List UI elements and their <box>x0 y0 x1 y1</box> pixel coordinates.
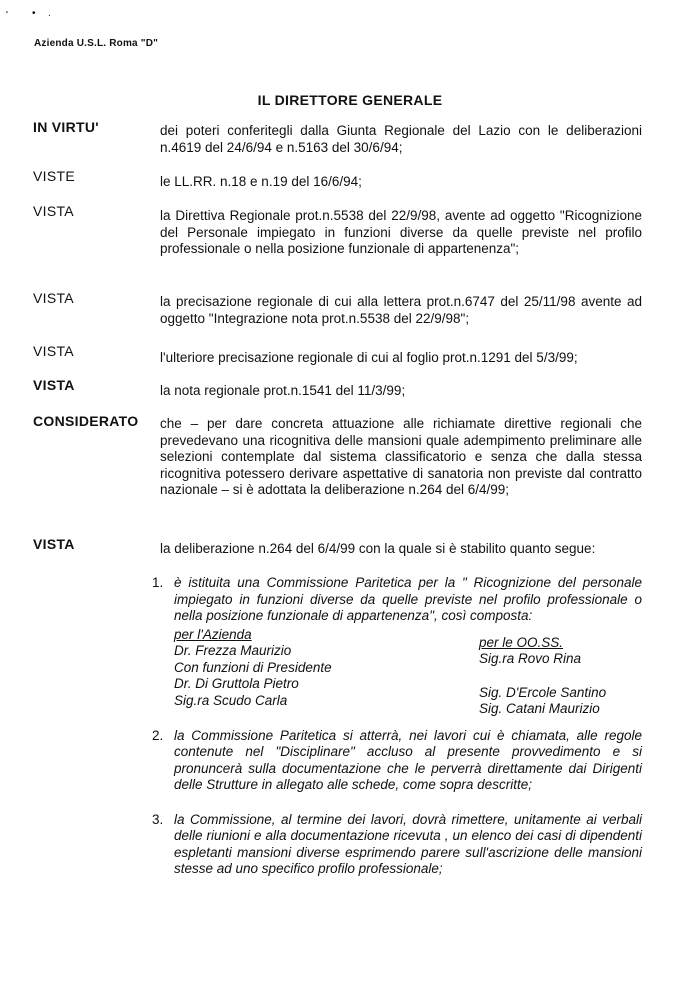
item-number: 1. <box>152 575 164 590</box>
section-label: VISTE <box>33 168 75 184</box>
member-name <box>479 668 606 685</box>
scan-mark: ' <box>6 10 8 21</box>
member-name: Dr. Di Gruttola Pietro <box>174 676 299 691</box>
section-text: le LL.RR. n.18 e n.19 del 16/6/94; <box>160 174 362 189</box>
list-item <box>152 812 642 878</box>
item-text: la Commissione Paritetica si atterrà, nei lavori cui è chiamata, alle regole contenute nel "Disciplinare" accluso al presente provvedimento e si pronuncerà sulla documentazione che le perverrà direttamente dai Dirigenti delle Strutture in allegato alle schede, come sopra descritte; <box>174 727 642 792</box>
scan-mark: ∙ <box>48 10 51 21</box>
list-item <box>152 575 642 718</box>
section-label: VISTA <box>33 536 75 552</box>
section-label: VISTA <box>33 203 74 219</box>
item-text: è istituita una Commissione Paritetica per la " Ricognizione del personale impiegato in funzioni diverse da quelle previste nel profilo professionale o nella posizione funzionale di appartenenza", così composta: <box>174 575 642 623</box>
member-name: Sig. Catani Maurizio <box>479 701 600 716</box>
organization-header: Azienda U.S.L. Roma "D" <box>34 38 159 49</box>
scan-mark: • <box>32 8 36 19</box>
section-text: la precisazione regionale di cui alla lettera prot.n.6747 del 25/11/98 avente ad oggetto "Integrazione nota prot.n.5538 del 22/9/98"; <box>160 294 642 326</box>
section-text: che – per dare concreta attuazione alle richiamate direttive regionali che prevedevano una ricognitiva delle mansioni quale adempimento preliminare alle selezioni contemplate dal sistema classificatorio e senza che dalla stessa ricognitiva potessero derivare aspettative di sanatoria non previste dal contratto nazionale – si è adottata la deliberazione n.264 del 6/4/99; <box>160 416 642 497</box>
azienda-header: per l'Azienda <box>174 626 252 642</box>
oo-ss-members <box>479 627 606 718</box>
oo-ss-header: per le OO.SS. <box>479 634 564 650</box>
member-name: Dr. Frezza Maurizio <box>174 643 292 658</box>
item-text: la Commissione, al termine dei lavori, dovrà rimettere, unitamente ai verbali delle riunioni e alla documentazione ricevuta , un elenco dei casi di dipendenti espletanti mansioni diverse esprimendo parere sull'ascrizione delle mansioni stesse ad uno specifico profilo professionale; <box>174 811 642 876</box>
member-name: Sig.ra Rovo Rina <box>479 651 582 666</box>
deliberation-items <box>152 575 642 878</box>
section-text: la Direttiva Regionale prot.n.5538 del 22/9/98, avente ad oggetto "Ricognizione del Personale impiegato in funzioni diverse da quelle previste nel profilo professionale o nella posizione funzionale di appartenenza"; <box>160 208 642 256</box>
member-name: Con funzioni di Presidente <box>174 659 332 675</box>
document-title: IL DIRETTORE GENERALE <box>257 92 443 108</box>
commission-members <box>174 627 642 718</box>
section-label: VISTA <box>33 290 74 306</box>
item-number: 2. <box>152 727 164 743</box>
member-name: Sig.ra Scudo Carla <box>174 692 288 708</box>
section-label: VISTA <box>33 377 75 393</box>
list-item <box>152 728 642 794</box>
member-name: Sig. D'Ercole Santino <box>479 684 607 700</box>
section-text: la deliberazione n.264 del 6/4/99 con la quale si è stabilito quanto segue: <box>160 541 596 556</box>
azienda-members <box>174 627 479 718</box>
section-text: la nota regionale prot.n.1541 del 11/3/99; <box>160 383 406 398</box>
section-text: dei poteri conferitegli dalla Giunta Regionale del Lazio con le deliberazioni n.4619 del 24/6/94 e n.5163 del 30/6/94; <box>160 123 642 155</box>
section-text: l'ulteriore precisazione regionale di cui al foglio prot.n.1291 del 5/3/99; <box>160 350 578 365</box>
section-label: IN VIRTU' <box>33 119 99 135</box>
section-label: CONSIDERATO <box>33 413 139 429</box>
section-label: VISTA <box>33 343 74 359</box>
item-number: 3. <box>152 811 164 827</box>
